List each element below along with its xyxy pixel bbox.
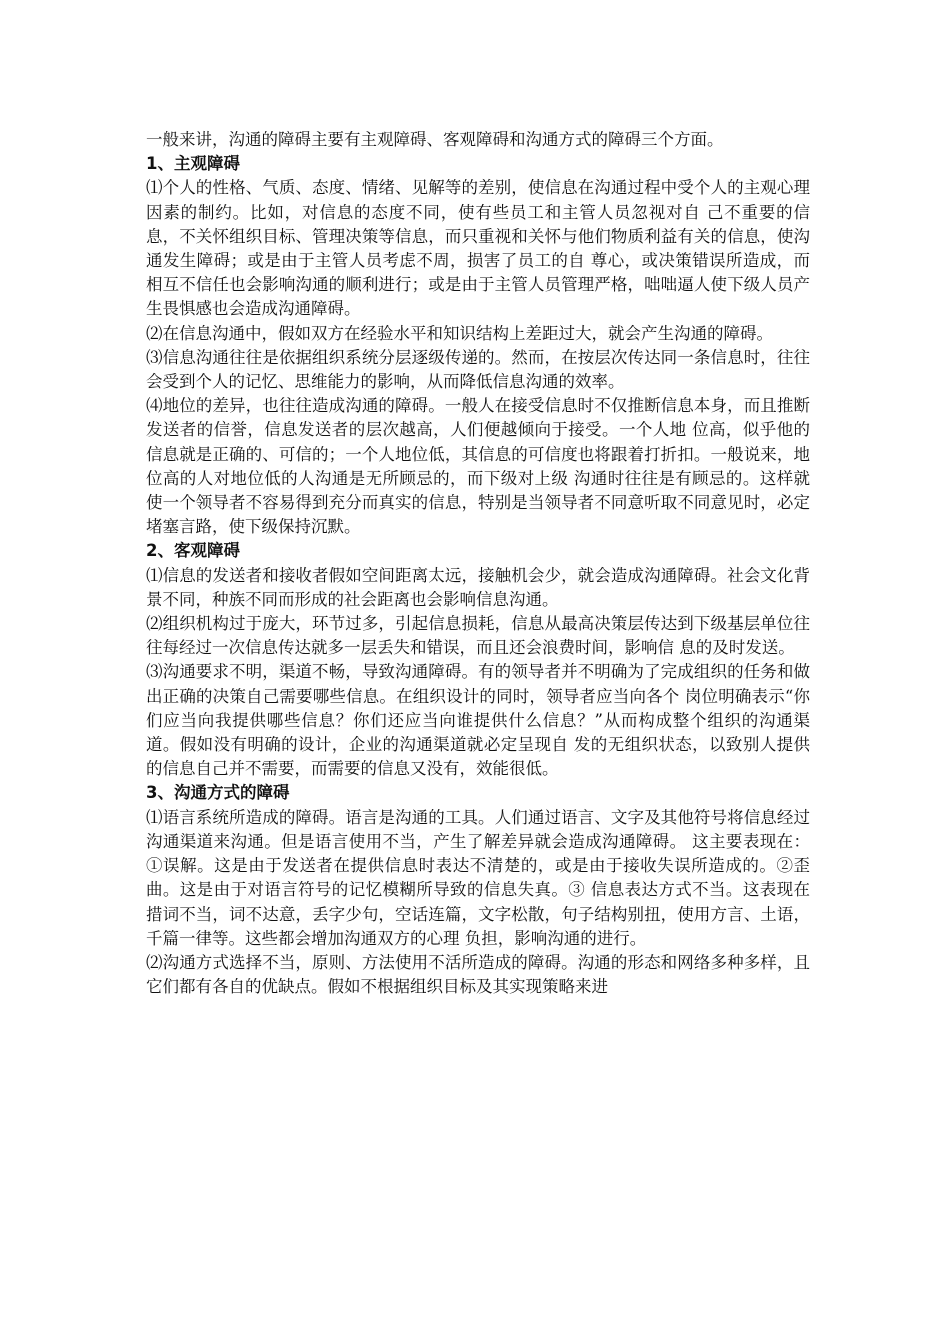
intro-paragraph: 一般来讲，沟通的障碍主要有主观障碍、客观障碍和沟通方式的障碍三个方面。 — [146, 130, 724, 149]
paragraph: ⑴个人的性格、气质、态度、情绪、见解等的差别，使信息在沟通过程中受个人的主观心理因素的制约。比如，对信息的态度不同，使有些员工和主管人员忽视对自 己不重要的信息，不关怀组织目标、管理决策等信息，而只重视和关怀与他们物质利益有关的信息，使沟通发生障碍；或是由于主管人员考虑不周，损害了员工的自 尊心，或决策错误所造成，而相互不信任也会影响沟通的顺利进行；或是由于主管人员管理严格，咄咄逼人使下级人员产生畏惧感也会造成沟通障碍。 — [146, 178, 810, 319]
paragraph: ⑷地位的差异，也往往造成沟通的障碍。一般人在接受信息时不仅推断信息本身，而且推断发送者的信誉，信息发送者的层次越高，人们便越倾向于接受。一个人地 位高，似乎他的信息就是正确的、可信的；一个人地位低，其信息的可信度也将跟着打折扣。一般说来，地位高的人对地位低的人沟通是无所顾忌的，而下级对上级 沟通时往往是有顾忌的。这样就使一个领导者不容易得到充分而真实的信息，特别是当领导者不同意听取不同意见时，必定堵塞言路，使下级保持沉默。 — [146, 396, 810, 537]
paragraph: ⑵在信息沟通中，假如双方在经验水平和知识结构上差距过大，就会产生沟通的障碍。 — [146, 323, 773, 343]
section-heading-method: 3、沟通方式的障碍 — [146, 783, 290, 803]
paragraph: ⑵组织机构过于庞大，环节过多，引起信息损耗，信息从最高决策层传达到下级基层单位往往每经过一次信息传达就多一层丢失和错误，而且还会浪费时间，影响信 息的及时发送。 — [146, 614, 810, 658]
document-body — [146, 128, 810, 999]
paragraph: ⑵沟通方式选择不当，原则、方法使用不活所造成的障碍。沟通的形态和网络多种多样，且它们都有各自的优缺点。假如不根据组织目标及其实现策略来进 — [146, 952, 810, 997]
paragraph: ⑶沟通要求不明，渠道不畅，导致沟通障碍。有的领导者并不明确为了完成组织的任务和做出正确的决策自己需要哪些信息。在组织设计的同时，领导者应当向各个 岗位明确表示“你们应当向我提供哪些信息？你们还应当向谁提供什么信息？”从而构成整个组织的沟通渠道。假如没有明确的设计，企业的沟通渠道就必定呈现自 发的无组织状态，以致别人提供的信息自己并不需要，而需要的信息又没有，效能很低。 — [146, 662, 810, 779]
paragraph: ⑶信息沟通往往是依据组织系统分层逐级传递的。然而，在按层次传达同一条信息时，往往会受到个人的记忆、思维能力的影响，从而降低信息沟通的效率。 — [146, 347, 810, 392]
section-heading-objective: 2、客观障碍 — [146, 541, 240, 561]
paragraph: ⑴信息的发送者和接收者假如空间距离太远，接触机会少，就会造成沟通障碍。社会文化背景不同，种族不同而形成的社会距离也会影响信息沟通。 — [146, 565, 810, 609]
paragraph: ⑴语言系统所造成的障碍。语言是沟通的工具。人们通过语言、文字及其他符号将信息经过沟通渠道来沟通。但是语言使用不当，产生了解差异就会造成沟通障碍。 这主要表现在：①误解。这是由于发送者在提供信息时表达不清楚的，或是由于接收失误所造成的。②歪曲。这是由于对语言符号的记忆模糊所导致的信息失真。③ 信息表达方式不当。这表现在措词不当，词不达意，丢字少句，空话连篇，文字松散，句子结构别扭，使用方言、土语，千篇一律等。这些都会增加沟通双方的心理 负担，影响沟通的进行。 — [146, 807, 810, 948]
section-heading-subjective: 1、主观障碍 — [146, 154, 240, 174]
